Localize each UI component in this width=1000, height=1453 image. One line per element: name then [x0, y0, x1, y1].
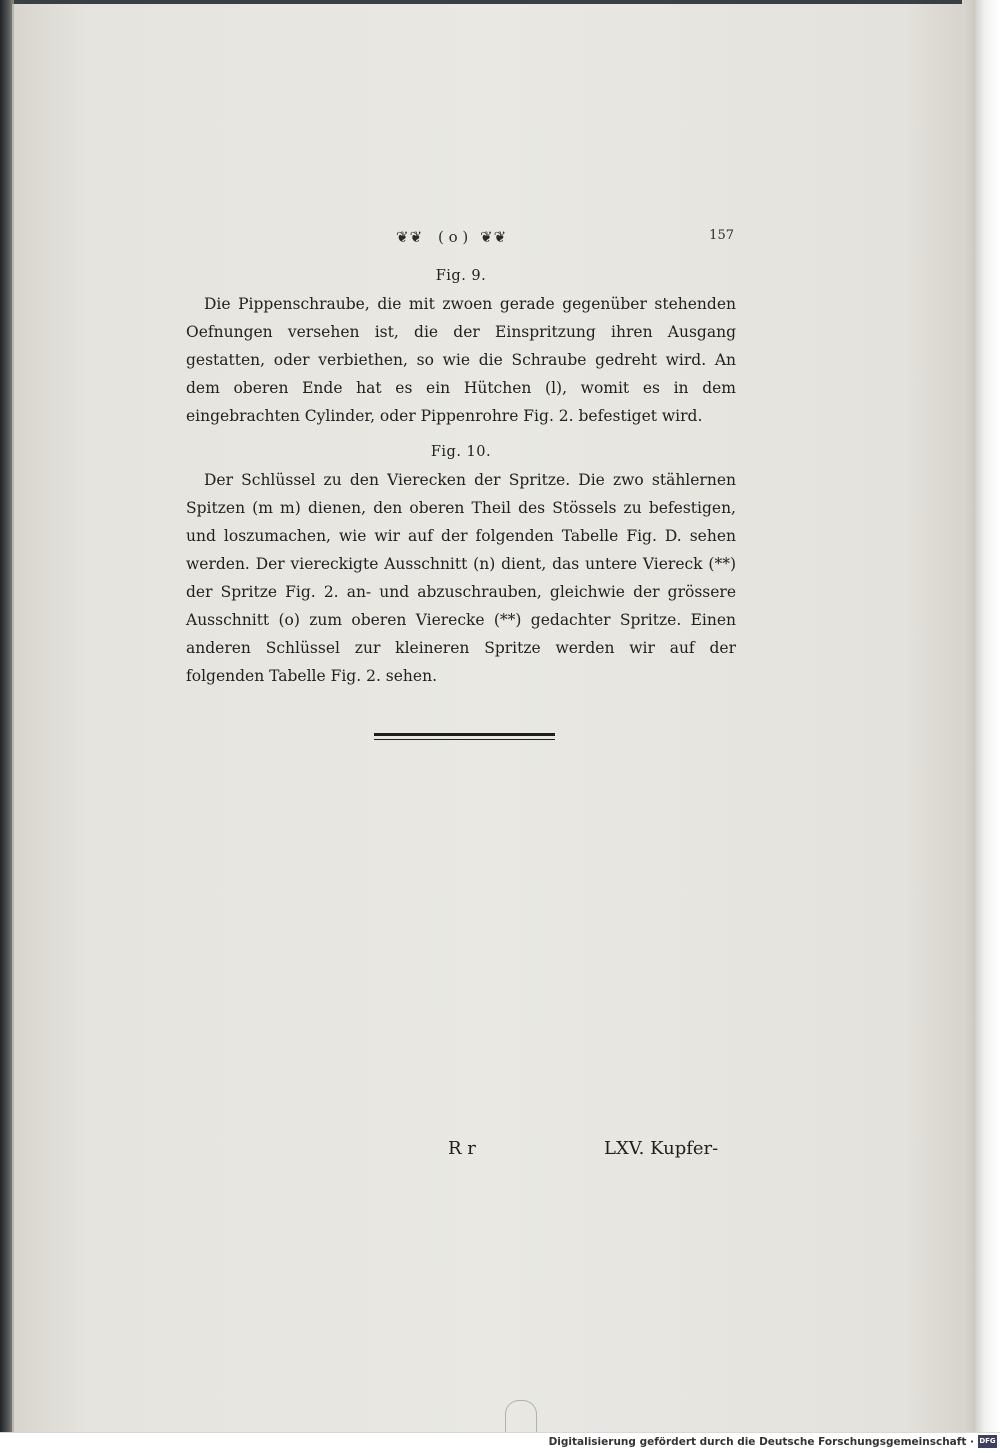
ornament-left-icon: ❦❦ [396, 228, 424, 246]
section-heading-fig-10: Fig. 10. [430, 444, 492, 460]
page-marker: ( o ) [438, 228, 469, 246]
section-divider-thin [374, 739, 555, 740]
signature-mark: R r [448, 1138, 476, 1159]
scanned-page [12, 4, 980, 1434]
page-number: 157 [709, 228, 734, 243]
paper-fold-mark [505, 1400, 537, 1435]
page-footer [440, 1138, 740, 1162]
section-paragraph-fig-10: Der Schlüssel zu den Vierecken der Spritze. Die zwo stählernen Spitzen (m m) dienen, den oberen Theil des Stössels zu befestigen, und loszumachen, wie wir auf der folgenden Tabelle Fig. D. sehen werden. Der viereckigte Ausschnitt (n) dient, das untere Viereck (**) der Spritze Fig. 2. an- und abzuschrauben, gleichwie der grössere Ausschnitt (o) zum oberen Vierecke (**) gedachter Spritze. Einen anderen Schlüssel zur kleineren Spritze werden wir auf der folgenden Tabelle Fig. 2. sehen. [186, 471, 736, 685]
section-heading-fig-9: Fig. 9. [435, 268, 487, 284]
running-header [384, 228, 734, 250]
dfg-logo-icon: DFG [978, 1435, 997, 1448]
ornament-right-icon: ❦❦ [480, 228, 508, 246]
page-edge-shadow [975, 0, 1000, 1432]
catchword: LXV. Kupfer- [604, 1138, 719, 1159]
main-text [186, 262, 736, 690]
digitization-credit: Digitalisierung gefördert durch die Deutsche Forschungsgemeinschaft · [548, 1436, 974, 1448]
section-paragraph-fig-9: Die Pippenschraube, die mit zwoen gerade gegenüber stehenden Oefnungen versehen ist, die der Einspritzung ihren Ausgang gestatten, oder verbiethen, so wie die Schraube gedreht wird. An dem oberen Ende hat es ein Hütchen (l), womit es in dem eingebrachten Cylinder, oder Pippenrohre Fig. 2. befestiget wird. [186, 295, 736, 425]
section-divider-thick [374, 733, 555, 736]
